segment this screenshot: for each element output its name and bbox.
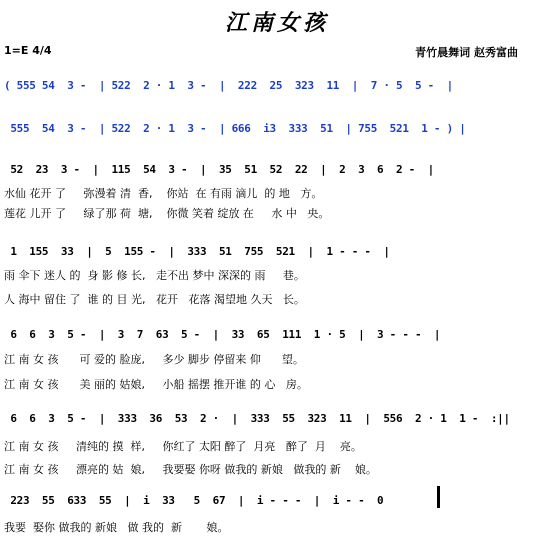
lyric-line: 莲花 儿开 了 绿了那 荷 塘, 你微 笑着 绽放 在 水 中 央。 xyxy=(4,207,330,220)
lyric-line: 江 南 女 孩 可 爱的 脸庞, 多少 脚步 停留来 仰 望。 xyxy=(4,353,304,366)
notation-row-verse-2: 1 155 33 | 5 155 - | 333 51 755 521 | 1 - - - | xyxy=(4,245,390,258)
song-credits: 青竹晨舞词 赵秀富曲 xyxy=(415,46,518,59)
final-barline xyxy=(437,486,440,508)
notation-row-intro-1: ( 555 54 3 - | 522 2 · 1 3 - | 222 25 323 11 | 7 · 5 5 - | xyxy=(4,79,453,92)
lyric-line: 人 海中 留住 了 谁 的 目 光, 花开 花落 渴望地 久天 长。 xyxy=(4,293,305,306)
notation-row-verse-1: 52 23 3 - | 115 54 3 - | 35 51 52 22 | 2 3 6 2 - | xyxy=(4,163,434,176)
song-title: 江南女孩 xyxy=(224,10,329,36)
lyric-line: 江 南 女 孩 美 丽的 姑娘, 小船 摇摆 推开谁 的 心 房。 xyxy=(4,378,308,391)
lyric-line: 我要 娶你 做我的 新娘 做 我的 新 娘。 xyxy=(4,521,229,534)
notation-row-intro-2: 555 54 3 - | 522 2 · 1 3 - | 666 i3 333 51 | 755 521 1 - ) | xyxy=(4,122,466,135)
notation-row-chorus-2: 6 6 3 5 - | 333 36 53 2 · | 333 55 323 11 | 556 2 · 1 1 - :|| xyxy=(4,412,510,425)
key-signature: 1=E 4/4 xyxy=(4,44,52,57)
lyric-line: 江 南 女 孩 漂亮的 姑 娘, 我要娶 你呀 做我的 新娘 做我的 新 娘。 xyxy=(4,463,377,476)
lyric-line: 水仙 花开 了 弥漫着 清 香, 你站 在 有雨 滴儿 的 地 方。 xyxy=(4,187,323,200)
lyric-line: 雨 伞下 迷人 的 身 影 修 长, 走不出 梦中 深深的 雨 巷。 xyxy=(4,269,305,282)
notation-row-ending: 223 55 633 55 | i 33 5 67 | i - - - | i - - 0 xyxy=(4,494,396,507)
lyric-line: 江 南 女 孩 清纯的 摸 样, 你红了 太阳 醉了 月亮 醉了 月 亮。 xyxy=(4,440,362,453)
notation-row-chorus-1: 6 6 3 5 - | 3 7 63 5 - | 33 65 111 1 · 5 | 3 - - - | xyxy=(4,328,441,341)
